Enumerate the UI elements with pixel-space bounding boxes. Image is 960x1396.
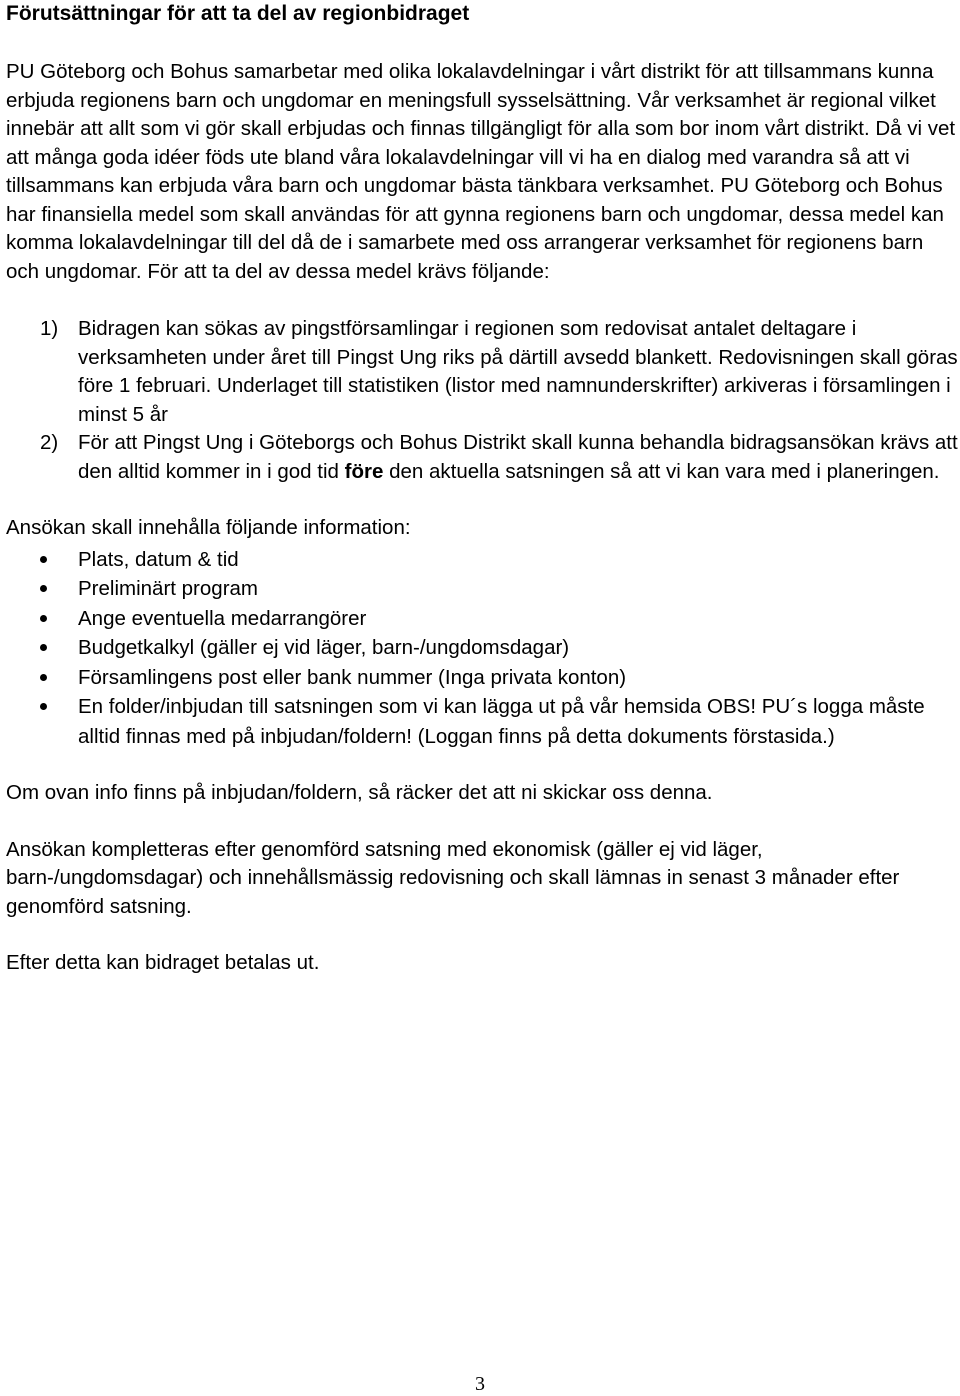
list-item-text: Plats, datum & tid: [78, 547, 239, 571]
list-number: 1): [40, 317, 59, 340]
bullet-icon: [40, 703, 47, 710]
page-number: 3: [475, 1373, 485, 1395]
page-title: Förutsättningar för att ta del av regionbidraget: [6, 2, 470, 25]
list-item-text: Församlingens post eller bank nummer (Inga privata konton): [78, 665, 627, 689]
list-item-text: En folder/inbjudan till satsningen som vi kan lägga ut på vår hemsida OBS! PU´s logga måste alltid finnas med på inbjudan/foldern! (Loggan finns på detta dokuments förstasida.): [78, 695, 925, 748]
list-item: [6, 633, 958, 663]
requirement-text: Bidragen kan sökas av pingstförsamlingar i regionen som redovisat antalet deltagare i verksamheten under året till Pingst Ung riks på därtill avsedd blankett. Redovisningen skall göras före 1 februari. Underlaget till statistiken (listor med namnunderskrifter) arkiveras i församlingen i minst 5 år: [78, 317, 958, 426]
requirement-text-bold: före: [344, 459, 384, 483]
list-item: [6, 315, 958, 429]
payment-paragraph: Efter detta kan bidraget betalas ut.: [6, 951, 320, 974]
invitation-paragraph: Om ovan info finns på inbjudan/foldern, så räcker det att ni skickar oss denna.: [6, 781, 713, 804]
list-number: 2): [40, 431, 59, 454]
list-item: [6, 429, 958, 486]
bullet-icon: [40, 644, 47, 651]
list-item-text: Ange eventuella medarrangörer: [78, 606, 367, 630]
list-item: [6, 692, 958, 751]
bullet-icon: [40, 674, 47, 681]
bullet-icon: [40, 585, 47, 592]
list-item-text: Preliminärt program: [78, 577, 258, 600]
list-item: [6, 574, 958, 604]
list-item: [6, 545, 958, 575]
requirements-list: [6, 315, 958, 486]
requirement-text-before: För att Pingst Ung i Göteborgs och Bohus Distrikt skall kunna behandla bidragsansökan krävs att den alltid kommer in i god tid: [78, 431, 958, 483]
completion-paragraph: Ansökan kompletteras efter genomförd satsning med ekonomisk (gäller ej vid läger, barn-/ungdomsdagar) och innehållsmässig redovisning och skall lämnas in senast 3 månader efter genomförd satsning.: [6, 837, 900, 918]
list-item-text: Budgetkalkyl (gäller ej vid läger, barn-/ungdomsdagar): [78, 636, 570, 659]
requirement-text: [78, 431, 958, 483]
intro-paragraph: PU Göteborg och Bohus samarbetar med olika lokalavdelningar i vårt distrikt för att tillsammans kunna erbjuda regionens barn och ungdomar en meningsfull sysselsättning. Vår verksamhet är regional vilket innebär att allt som vi gör skall erbjudas och finnas tillgängligt för alla som bor inom vårt distrikt. Då vi vet att många goda idéer föds ute bland våra lokalavdelningar vill vi ha en dialog med varandra så att vi tillsammans kan erbjuda våra barn och ungdomar bästa tänkbara verksamhet. PU Göteborg och Bohus har finansiella medel som skall användas för att gynna regionens barn och ungdomar, dessa medel kan komma lokalavdelningar till del då de i samarbete med oss arrangerar verksamhet för regionens barn och ungdomar. För att ta del av dessa medel krävs följande:: [6, 60, 956, 283]
application-items-list: [6, 545, 958, 752]
list-item: [6, 604, 958, 634]
bullet-icon: [40, 556, 47, 563]
list-item: [6, 663, 958, 693]
document-page: [6, 0, 958, 978]
bullet-icon: [40, 615, 47, 622]
requirement-text-after: den aktuella satsningen så att vi kan vara med i planeringen.: [383, 459, 940, 483]
application-heading: Ansökan skall innehålla följande information:: [6, 516, 411, 539]
